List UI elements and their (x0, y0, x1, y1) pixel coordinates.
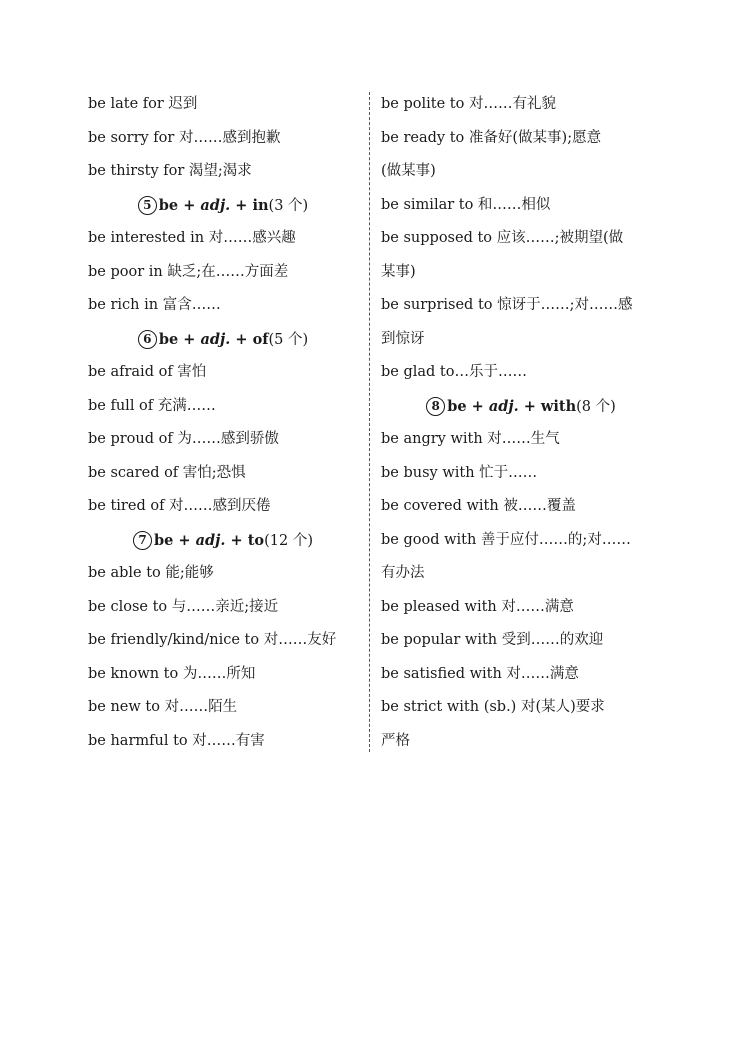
phrase-line: be afraid of 害怕 (88, 364, 207, 380)
phrase-line: be strict with (sb.) 对(某人)要求 (381, 699, 605, 715)
circled-number: 5 (138, 196, 157, 215)
phrase-line: be scared of 害怕;恐惧 (88, 464, 246, 481)
phrase-line: 有办法 (381, 565, 425, 581)
phrase-line: be pleased with 对……满意 (381, 598, 574, 615)
phrase-line: be good with 善于应付……的;对…… (381, 531, 631, 548)
heading-adj: adj. (195, 531, 226, 549)
phrase-line: be supposed to 应该……;被期望(做 (381, 230, 624, 246)
phrase-line: be thirsty for 渴望;渴求 (88, 163, 252, 179)
phrase-line: 严格 (381, 732, 410, 749)
phrase-line: be angry with 对……生气 (381, 431, 560, 447)
phrase-line: be known to 为……所知 (88, 665, 256, 682)
heading-count: (3 个) (268, 197, 309, 214)
heading-prep: + with (518, 397, 577, 415)
phrase-line: be friendly/kind/nice to 对……友好 (88, 632, 337, 648)
phrase-line: 到惊讶 (381, 330, 425, 347)
phrase-line: be interested in 对……感兴趣 (88, 230, 296, 246)
phrase-line: 某事) (381, 263, 416, 280)
phrase-line: be glad to…乐于…… (381, 364, 527, 380)
heading-be: be + (447, 397, 489, 415)
phrase-line: be full of 充满…… (88, 397, 216, 414)
phrase-line: be able to 能;能够 (88, 565, 214, 581)
heading-adj: adj. (200, 330, 231, 348)
phrase-line: be ready to 准备好(做某事);愿意 (381, 129, 602, 146)
circled-number: 6 (138, 330, 157, 349)
phrase-line: be tired of 对……感到厌倦 (88, 498, 271, 514)
phrase-line: be similar to 和……相似 (381, 196, 551, 213)
phrase-line: be poor in 缺乏;在……方面差 (88, 263, 289, 280)
heading-count: (8 个) (576, 398, 616, 415)
phrase-line: be close to 与……亲近;接近 (88, 598, 279, 615)
phrase-line: be satisfied with 对……满意 (381, 665, 579, 682)
circled-number: 7 (133, 531, 152, 550)
heading-be: be + (158, 196, 201, 214)
phrase-line: be surprised to 惊讶于……;对……感 (381, 297, 633, 313)
phrase-line: be rich in 富含…… (88, 297, 221, 313)
column-divider (369, 92, 370, 752)
phrase-line: be new to 对……陌生 (88, 699, 238, 715)
circled-number: 8 (426, 397, 445, 416)
heading-be: be + (154, 531, 196, 549)
section-heading-7 (88, 524, 358, 558)
phrase-line: (做某事) (381, 163, 436, 179)
phrase-line: be busy with 忙于…… (381, 464, 538, 481)
phrase-line: be popular with 受到……的欢迎 (381, 632, 604, 648)
heading-count: (12 个) (264, 532, 313, 549)
phrase-line: be harmful to 对……有害 (88, 732, 265, 749)
left-column (88, 88, 358, 758)
right-column (381, 88, 661, 758)
phrase-line: be proud of 为……感到骄傲 (88, 431, 279, 447)
heading-prep: + to (225, 531, 265, 549)
heading-count: (5 个) (268, 331, 309, 348)
phrase-line: be polite to 对……有礼貌 (381, 96, 556, 112)
heading-adj: adj. (200, 196, 231, 214)
heading-prep: + of (230, 330, 269, 348)
section-heading-5 (88, 189, 358, 223)
phrase-line: be sorry for 对……感到抱歉 (88, 129, 281, 146)
section-heading-6 (88, 323, 358, 357)
phrase-line: be late for 迟到 (88, 96, 198, 112)
heading-be: be + (158, 330, 201, 348)
section-heading-8 (381, 390, 661, 424)
heading-adj: adj. (488, 397, 519, 415)
heading-prep: + in (230, 196, 269, 214)
phrase-line: be covered with 被……覆盖 (381, 498, 576, 514)
